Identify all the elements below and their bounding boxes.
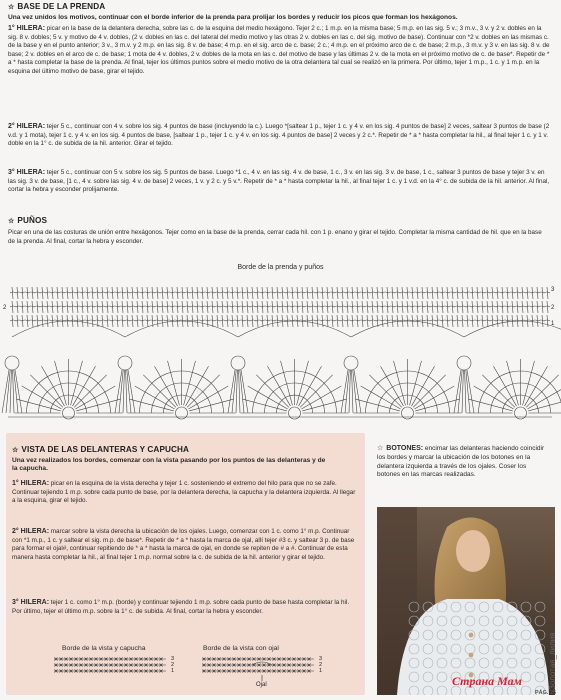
- vista-chart1-row-3: 3: [171, 656, 175, 662]
- base-row3-label: 3° HILERA:: [8, 169, 46, 176]
- vista-chart1-row-1: 1: [171, 668, 175, 674]
- vista-chart-2: [200, 655, 330, 689]
- base-row3-text: tejer 5 c., continuar con 5 v. sobre los sig. 5 puntos de base. Luego *1 c., 4 v. en las sig. 4 v. de base, 1 c., 3 v. en las sig. 3 v. de base, 1 c., saltear 3 puntos de base y tejer 3 v. en las sig. 3 v. de base, [1 c., 4 v. sobre las sig. 4 v. de base] 2 veces, 1 v. y 2 c. y 5 v.*. Repetir de * a * hasta completar la hil., al final tejer 1 c. y 1 v.d. en la 4° c. de subida de la hil. anterior. Al final, cortar la hebra y esconder prolijamente.: [8, 169, 550, 193]
- vista-row2-text: marcar sobre la vista derecha la ubicación de los ojales. Luego, comenzar con 1 c. como 1° m.p. Continuar con *1 m.p., 1 c. y saltear el sig. m.p. de base*. Repetir de * a * hasta la marca de ojal, allí tejer #3 c. y saltear 3 p. de base para formar el ojal#, continuar repitiendo de * a * hasta la marca de ojal, en donde se repiten de # a #. Continuar de esta manera hasta completar la hil., al final tejer 1 m.p. normal sobre la c. de subida de la hil. anterior y girar el tejido.: [12, 528, 355, 561]
- model-photo: [377, 507, 555, 695]
- botones-heading: BOTONES:: [386, 445, 424, 452]
- vista-row1-text: picar en la esquina de la vista derecha y tejer 1 c. sosteniendo el extremo del hilo para que no se zafe. Continuar tejiendo 1 m.p. sobre cada punto de base, por la delantera derecha, la capucha y la delantera izquierda. Al llegar a la esquina, girar el tejido.: [12, 480, 356, 504]
- vista-chart-1: [52, 655, 182, 677]
- crochet-chart-border: [0, 285, 561, 425]
- watermark-logo: Страна Мам: [452, 674, 522, 688]
- star-icon: ☆: [377, 445, 384, 452]
- star-icon: ☆: [8, 4, 15, 11]
- ojal-label: Ojal: [256, 682, 267, 688]
- vista-row1: [12, 480, 357, 506]
- punos-heading-text: PUÑOS: [17, 216, 48, 225]
- vista-row2-label: 2° HILERA:: [12, 528, 50, 535]
- chart-row-label-2: 2: [551, 305, 555, 311]
- base-row1: [8, 25, 550, 76]
- vista-chart2-row-2: 2: [319, 662, 323, 668]
- chart-row-label-3: 3: [551, 287, 555, 293]
- vista-row3: [12, 599, 357, 616]
- vista-row3-label: 3° HILERA:: [12, 599, 50, 606]
- vista-row1-label: 1° HILERA:: [12, 480, 50, 487]
- vista-chart2-row-1: 1: [319, 668, 323, 674]
- vista-chart1-row-2: 2: [171, 662, 175, 668]
- punos-heading: [8, 216, 47, 225]
- vista-heading: [12, 445, 189, 454]
- vista-heading-text: VISTA DE LAS DELANTERAS Y CAPUCHA: [21, 445, 190, 454]
- vista-row2: [12, 528, 357, 562]
- star-icon: ☆: [8, 218, 15, 225]
- punos-text: Picar en una de las costuras de unión entre hexágonos. Tejer como en la base de la prenda, cerrar cada hil. con 1 p. enano y girar el tejido. Completar la misma cantidad de hil. que en la base de la prenda. Al final, cortar la hebra y esconder.: [8, 229, 542, 245]
- star-icon: ☆: [12, 447, 19, 454]
- page-number: PÁG. 25: [535, 690, 557, 696]
- chart-row-label-1: 1: [551, 321, 555, 327]
- vista-diag1-title: Borde de la vista y capucha: [62, 645, 146, 652]
- base-row1-text: picar en la base de la delantera derecha, sobre las c. de la esquina del medio hexágono. Tejer 2 c.; 1 m.p. en la misma base; 5 m.p. en las sig. 5 v.; 3 m.v., 3 v. y 2 v. dobles en la sig. 8 v. dobles; 5 v. y motivo de 4 v. dobles, (2 v. dobles en las c. del lateral del medio motivo y las otras 2 v. dobles en las c. del sig. motivo de base). Continuar con *2 v. dobles en las mismas c. de la base y en el punto anterior; 3 v., 3 m.v. y 2 m.p. en las sig. 8 v. de base; 4 m.p. en el sig. arco de c. base; 2 c.; 4 m.p. en el próximo arco de c. de base; 2 m.p., 3 m.v. y 3 v. en las sig. 8 v. de base; 2 v. dobles en el arco de c. de base; 1 mota de 4 v. dobles, 2 v. dobles de la mota en las c. del motivo de base y las últimas 2 v. de la mota en el próximo motivo de c. de base*. Repetir de * a * hasta completar la base de la prenda. Al final, tejer los últimos puntos sobre el medio motivo de la otra delantera tal cual se realizó en la primera. Por último, tejer 1 m.p., 1 c. y 1 m.p. en la esquina del último motivo de base, girar el tejido.: [8, 25, 550, 75]
- botones-text: encimar las delanteras haciendo coincidir los bordes y marcar la ubicación de los botones en la delantera izquierda a través de los ojales. Coser los botones en las marcas realizadas.: [377, 445, 545, 479]
- chart-row-label-left-2: 2: [3, 305, 7, 311]
- base-row2-text: tejer 5 c., continuar con 4 v. sobre los sig. 4 puntos de base (incluyendo la c.). Luego *[saltear 1 p., tejer 1 c. y 4 v. en los sig. 4 puntos de base] 2 veces, saltear 3 puntos de base (2 v.d. y 1 mota), tejer 1 c. y 4 v. en los sig. 4 puntos de base, [saltear 1 p., tejer 1 c. y 4 v. en los sig. 4 puntos de base] 2 veces y 2 c.*. Repetir de * a * hasta completar la hil., al final tejer 1 c. y 1 v. doble en la 1° c. de subida de la hil. anterior. Girar el tejido.: [8, 123, 550, 147]
- base-row2-label: 2° HILERA:: [8, 123, 46, 130]
- diagram-title: Borde de la prenda y puños: [237, 264, 324, 271]
- vista-panel: [6, 433, 365, 695]
- base-lead: Una vez unidos los motivos, continuar con el borde inferior de la prenda para prolijar los bordes y reducir los picos que forman los hexágonos.: [8, 14, 458, 21]
- side-watermark: Золотая_лилия: [548, 632, 557, 690]
- base-heading-text: BASE DE LA PRENDA: [17, 2, 106, 11]
- base-row3: [8, 169, 550, 195]
- vista-lead: Una vez realizados los bordes, comenzar con la vista pasando por los puntos de las delanteras y de la capucha.: [12, 457, 326, 473]
- vista-diag2-title: Borde de la vista con ojal: [203, 645, 279, 652]
- base-row2: [8, 123, 550, 149]
- vista-chart2-row-3: 3: [319, 656, 323, 662]
- base-heading: [8, 2, 105, 11]
- botones-block: [377, 445, 547, 480]
- vista-row3-text: tejer 1 c. como 1° m.p. (borde) y continuar tejiendo 1 m.p. sobre cada punto de base hasta completar la hil. Por último, tejer el último m.p. sobre la 1° c. de subida. Al final, cortar la hebra y esconder.: [12, 599, 350, 615]
- base-row1-label: 1° HILERA:: [8, 25, 46, 32]
